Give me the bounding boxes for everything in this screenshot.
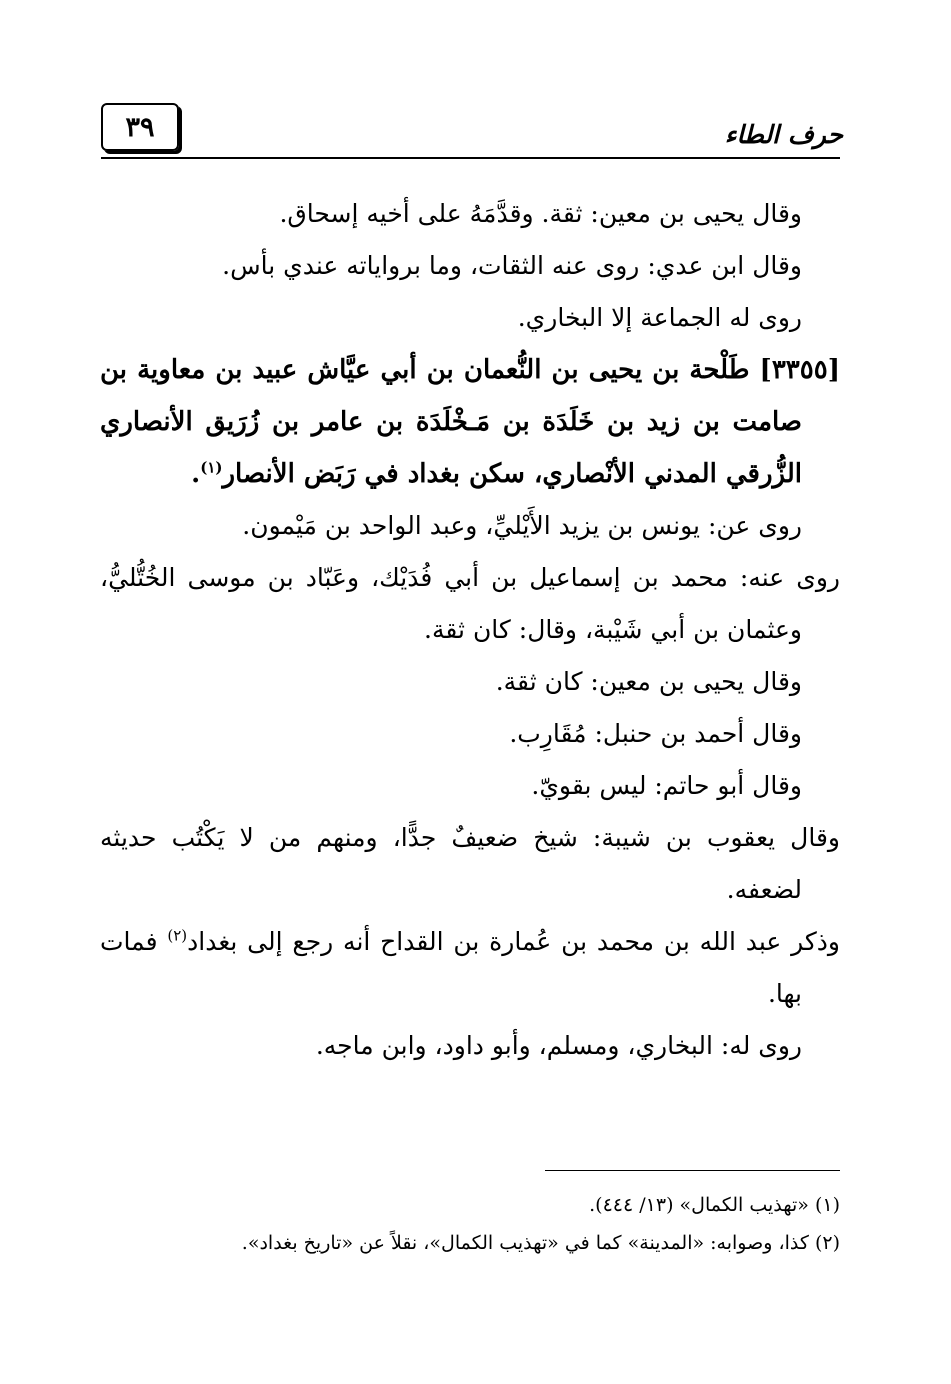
- paragraph-12: روى له: البخاري، ومسلم، وأبو داود، وابن ماجه.: [315, 1031, 802, 1060]
- footnote-ref-2: (٢): [167, 926, 188, 945]
- paragraph-2: وقال ابن عدي: روى عنه الثقات، وما برواياته عندي بأس.: [222, 251, 802, 280]
- main-text: [100, 188, 840, 1072]
- footnote-2: (٢) كذا، وصوابه: «المدينة» كما في «تهذيب الكمال»، نقلاً عن «تاريخ بغداد».: [241, 1232, 840, 1254]
- paragraph-narrated-from: روى عن: يونس بن يزيد الأَيْليِّ، وعبد الواحد بن مَيْمون.: [242, 511, 802, 540]
- page-number: [101, 103, 179, 151]
- footnotes: [100, 1186, 840, 1262]
- paragraph-11: [100, 916, 840, 1020]
- paragraph-11-text: وذكر عبد الله بن محمد بن عُمارة بن القداح أنه رجع إلى بغداد: [187, 927, 840, 956]
- biography-entry-heading: [100, 344, 840, 500]
- footnote-ref-1: (١): [200, 458, 223, 477]
- header-rule: [101, 157, 840, 159]
- footnote-separator: [545, 1170, 840, 1171]
- paragraph-10: وقال يعقوب بن شيبة: شيخ ضعيفٌ جدًّا، ومنهم من لا يَكْتُب حديثه لضعفه.: [100, 823, 840, 904]
- footnote-1: (١) «تهذيب الكمال» (١٣/ ٤٤٤).: [589, 1194, 840, 1216]
- paragraph-1: وقال يحيى بن معين: ثقة. وقدَّمَهُ على أخيه إسحاق.: [279, 199, 802, 228]
- page-header-title: حرف الطاء: [724, 120, 843, 149]
- entry-heading-end: .: [191, 459, 201, 489]
- paragraph-11-end: فمات بها.: [100, 927, 802, 1008]
- page-number-text: ٣٩: [125, 111, 155, 143]
- paragraph-narrated-by: روى عنه: محمد بن إسماعيل بن أبي فُدَيْك، وعَبّاد بن موسى الخُتُّليُّ، وعثمان بن أبي شَيْبة، وقال: كان ثقة.: [100, 563, 840, 644]
- paragraph-3: روى له الجماعة إلا البخاري.: [517, 303, 802, 332]
- paragraph-8: وقال أحمد بن حنبل: مُقَارِب.: [509, 719, 802, 748]
- paragraph-9: وقال أبو حاتم: ليس بقويّ.: [531, 771, 802, 800]
- paragraph-7: وقال يحيى بن معين: كان ثقة.: [495, 667, 802, 696]
- entry-heading-text: [٣٣٥٥] طَلْحة بن يحيى بن النُّعمان بن أبي عيَّاش عبيد بن معاوية بن صامت بن زيد بن خَلَدَة بن مَـخْلَدَة بن عامر بن زُرَيق الأنصاري الزُّرقي المدني الأنْصاري، سكن بغداد في رَبَض الأنصار: [100, 355, 840, 489]
